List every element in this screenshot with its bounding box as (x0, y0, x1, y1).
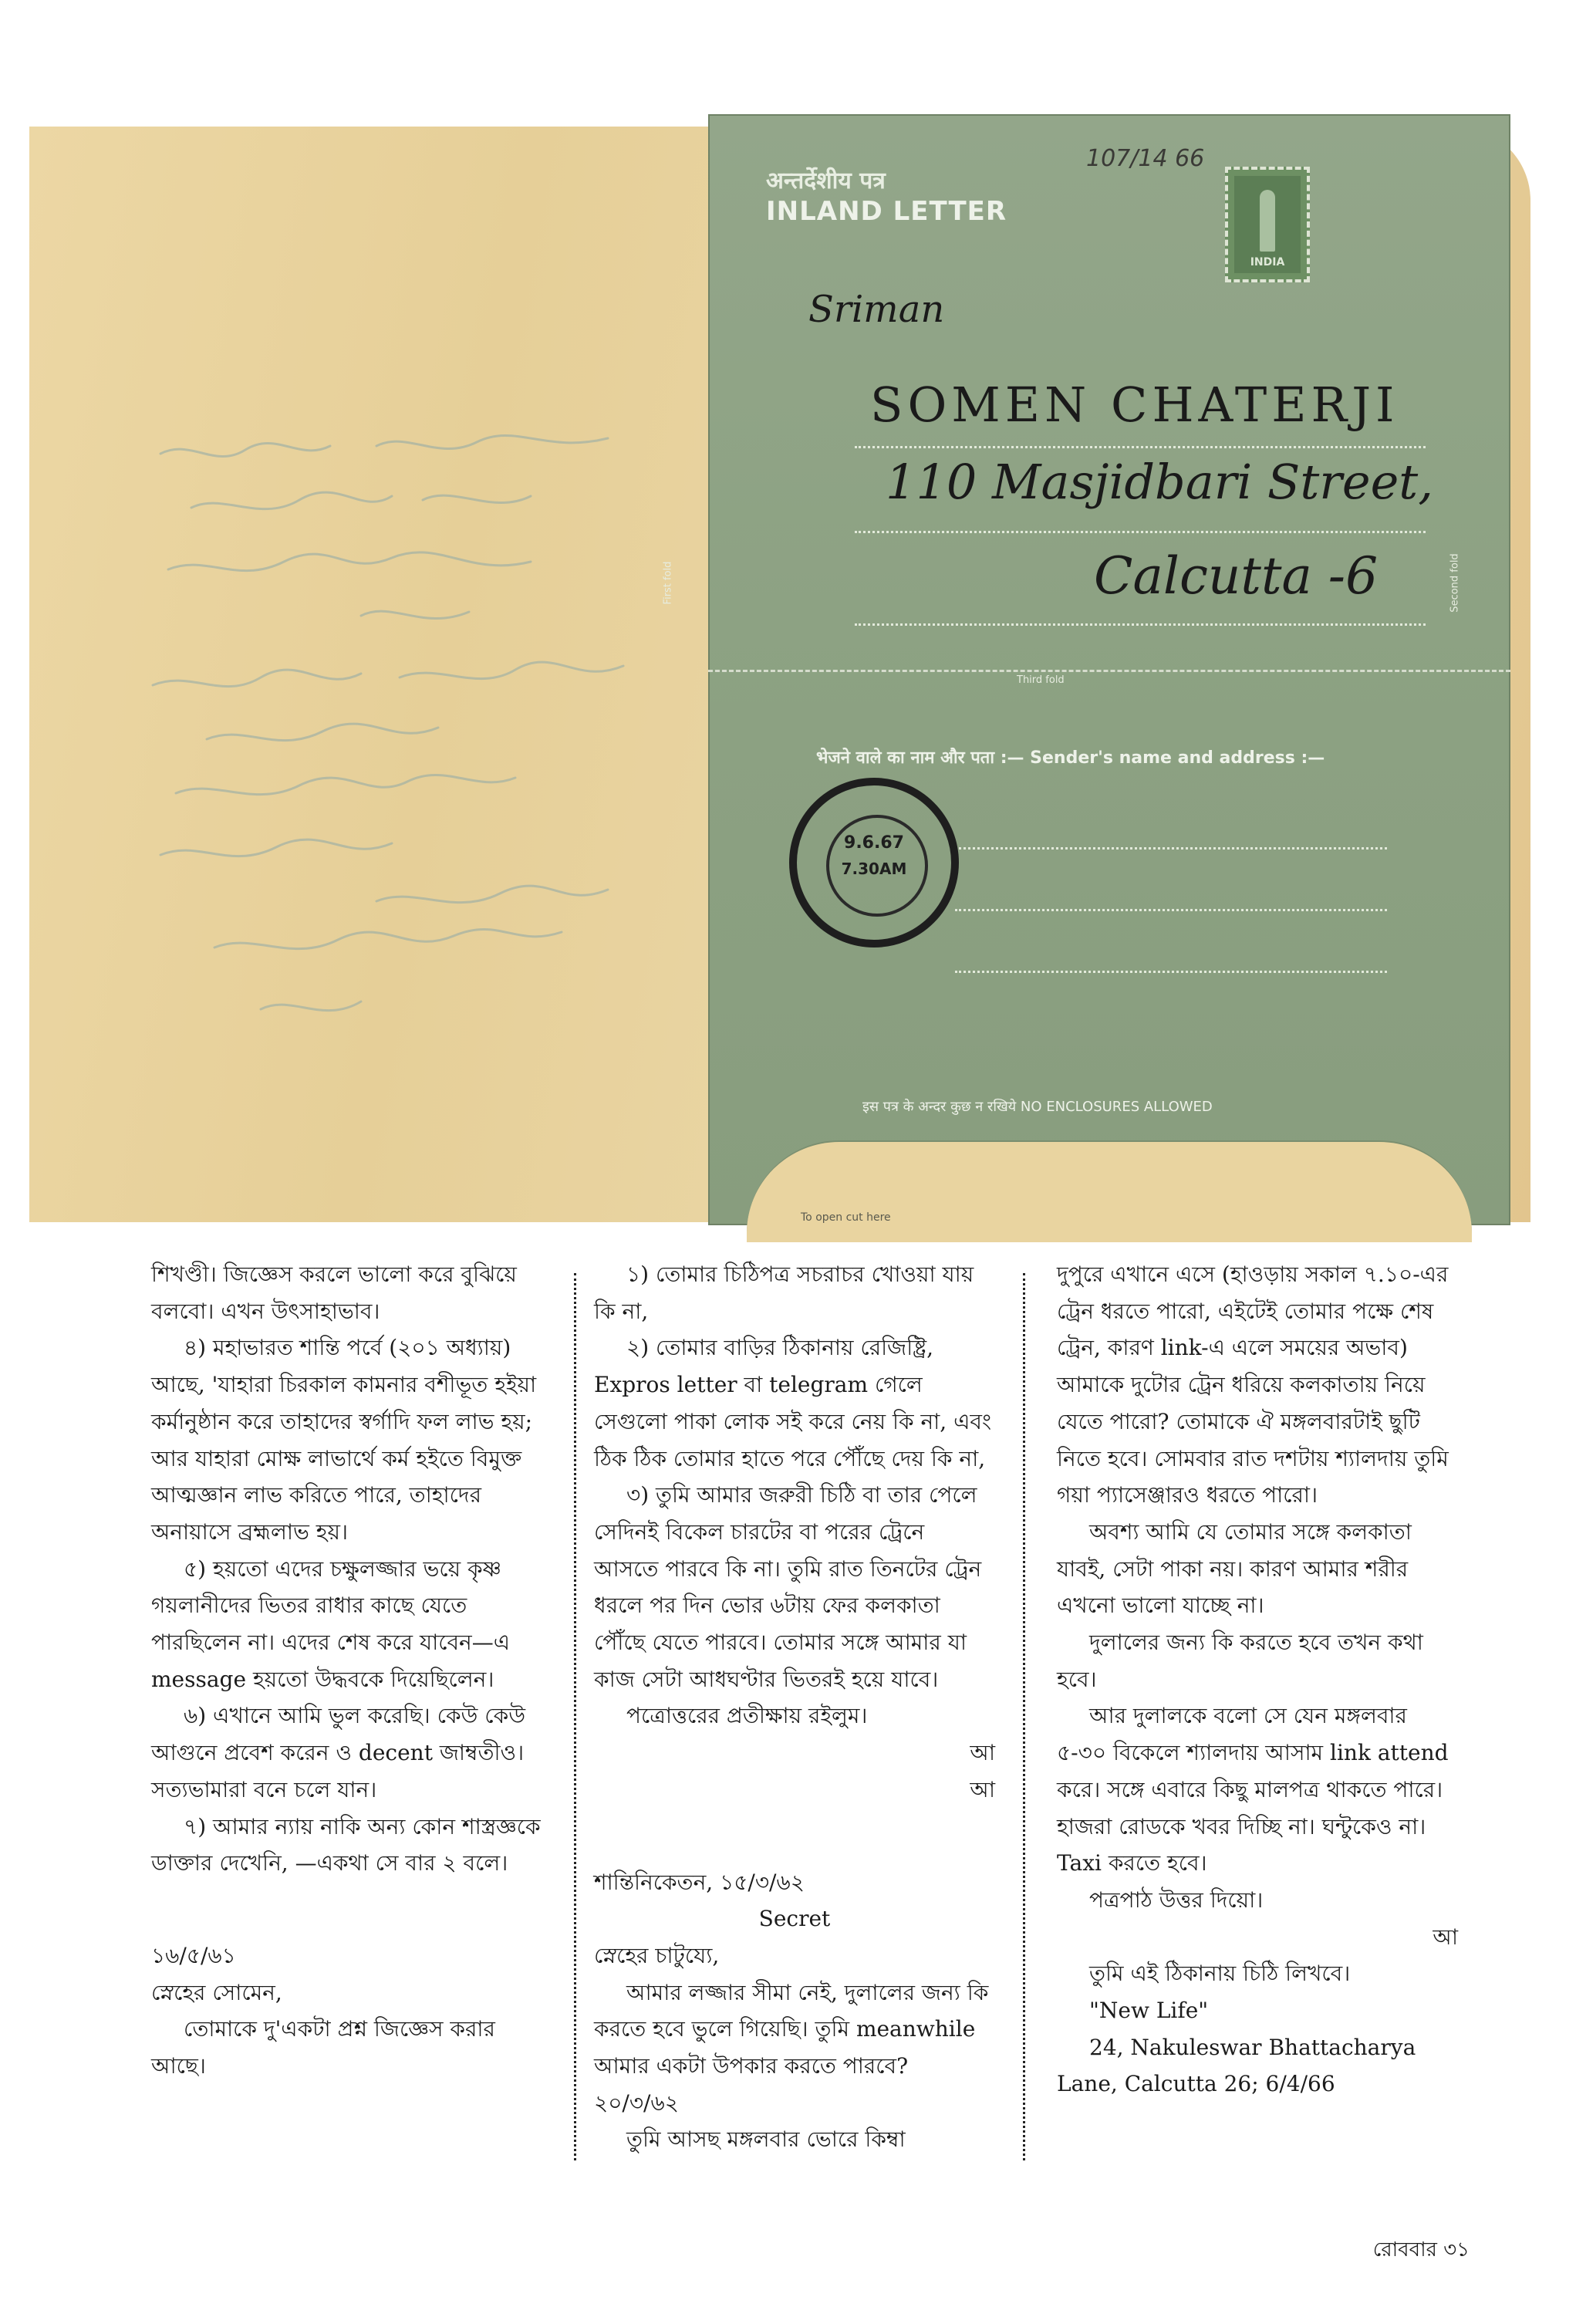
paragraph: ৭) আমার ন্যায় নাকি অন্য কোন শাস্ত্রজ্ঞকে ডাক্তার দেখেনি, —একথা সে বার ২ বলে। (151, 1813, 541, 1876)
inland-letter-hindi-header: अन्तर्देशीय पत्र (766, 167, 886, 194)
address-line: 24, Nakuleswar Bhattacharya Lane, Calcutta 26; 6/4/66 (1057, 2034, 1416, 2097)
paragraph: আমার লজ্জার সীমা নেই, দুলালের জন্য কি করতে হবে ভুলে গিয়েছি। তুমি meanwhile আমার একটা উপকার করতে পারবে? ২০/৩/৬২ (594, 1979, 989, 2116)
address-line: "New Life" (1089, 1998, 1209, 2024)
letter-flap (747, 1140, 1472, 1242)
address-name: SOMEN CHATERJI (870, 377, 1399, 433)
postmark-date: 9.6.67 (844, 833, 904, 853)
paragraph: অবশ্য আমি যে তোমার সঙ্গে কলকাতা যাবই, সেটা পাকা নয়। কারণ আমার শরীর এখনো ভালো যাচ্ছে না। (1057, 1518, 1412, 1619)
address-city: Calcutta -6 (1094, 546, 1379, 606)
letter-place-date: শান্তিনিকেতন, ১৫/৩/৬২ (594, 1869, 805, 1895)
stamp-image (1234, 176, 1301, 273)
paragraph: দুলালের জন্য কি করতে হবে তখন কথা হবে। (1057, 1630, 1423, 1692)
faded-handwriting (145, 423, 646, 1117)
postmark-time: 7.30AM (841, 860, 907, 878)
address-dotted-line (855, 446, 1426, 448)
secret-label: Secret (758, 1906, 831, 1932)
article-column-3 (1057, 1256, 1458, 2103)
sender-dotted-line (955, 909, 1387, 911)
column-divider (1023, 1273, 1025, 2160)
paragraph: পত্রোত্তরের প্রতীক্ষায় রইলুম। (626, 1703, 868, 1729)
paragraph: ৫) হয়তো এদের চক্ষুলজ্জার ভয়ে কৃষ্ণ গয়লানীদের ভিতর রাধার কাছে যেতে পারছিলেন না। এদের শেষ করে যাবেন—এ message হয়তো উদ্ধবকে দিয়েছিলেন। (151, 1556, 511, 1692)
address-street: 110 Masjidbari Street, (886, 454, 1433, 510)
paragraph: ৬) এখানে আমি ভুল করেছি। কেউ কেউ আগুনে প্রবেশ করেন ও decent জাম্বতীও। সত্যভামারা বনে চলে যান। (151, 1703, 525, 1802)
article-column-1 (151, 1256, 552, 2085)
paragraph: পত্রপাঠ উত্তর দিয়ো। (1089, 1887, 1264, 1913)
third-fold-label: Third fold (1017, 674, 1065, 686)
handwritten-salutation: Sriman (808, 288, 945, 331)
first-fold-label: First fold (662, 561, 674, 605)
sender-dotted-line (955, 971, 1387, 973)
inland-letter-header: INLAND LETTER (766, 196, 1007, 227)
ashoka-pillar-icon (1260, 190, 1275, 252)
stamp-country-label: INDIA (1250, 256, 1285, 269)
open-cut-notice: To open cut here (801, 1211, 891, 1224)
no-enclosures-notice: इस पत्र के अन्दर कुछ न रखिये NO ENCLOSURES ALLOWED (862, 1099, 1213, 1115)
paragraph: ৩) তুমি আমার জরুরী চিঠি বা তার পেলে সেদিনই বিকেল চারটের বা পরের ট্রেনে আসতে পারবে কি না। তুমি রাত তিনটের ট্রেন ধরলে পর দিন ভোর ৬টায় ফের কলকাতা পৌঁছে যেতে পারবে। তোমার সঙ্গে আমার যা কাজ সেটা আধঘণ্টার ভিতরই হয়ে যাবে। (594, 1482, 982, 1692)
letter-salutation: স্নেহের সোমেন, (151, 1979, 282, 2005)
signature-initial: আ (970, 1740, 995, 1766)
section-gap (594, 1809, 995, 1864)
sender-address-label: भेजने वाले का नाम और पता :— Sender's name and address :— (816, 748, 1325, 768)
signature-initial: আ (1433, 1924, 1458, 1950)
paragraph: ১) তোমার চিঠিপত্র সচরাচর খোওয়া যায় কি না, (594, 1262, 974, 1324)
third-fold-line (708, 670, 1510, 672)
letter-date: ১৬/৫/৬১ (151, 1942, 236, 1968)
address-dotted-line (855, 623, 1426, 626)
postage-stamp (1225, 167, 1310, 282)
postmark-stamp (789, 778, 959, 948)
signature-initial: আ (970, 1776, 995, 1802)
reference-number: 107/14 66 (1086, 145, 1205, 172)
paragraph: তোমাকে দু'একটা প্রশ্ন জিজ্ঞেস করার আছে। (151, 2016, 495, 2079)
paragraph: দুপুরে এখানে এসে (হাওড়ায় সকাল ৭.১০-এর ট্রেন ধরতে পারো, এইটেই তোমার পক্ষে শেষ ট্রেন, কারণ link-এ এলে সময়ের অভাব) আমাকে দুটোর ট্রেন ধরিয়ে কলকাতায় নিয়ে যেতে পারো? তোমাকে ঐ মঙ্গলবারটাই ছুটি নিতে হবে। সোমবার রাত দশটায় শ্যালদায় তুমি গয়া প্যাসেঞ্জারও ধরতে পারো। (1057, 1262, 1449, 1508)
paragraph: আর দুলালকে বলো সে যেন মঙ্গলবার ৫-৩০ বিকেলে শ্যালদায় আসাম link attend করে। সঙ্গে এবারে কিছু মালপত্র থাকতে পারে। হাজরা রোডকে খবর দিচ্ছি না। ঘন্টুকেও না। Taxi করতে হবে। (1057, 1703, 1449, 1876)
inland-letter-photo (29, 114, 1530, 1230)
paragraph: ৪) মহাভারত শান্তি পর্বে (২০১ অধ্যায়) আছে, 'যাহারা চিরকাল কামনার বশীভূত হইয়া কর্মানুষ্ঠান করে তাহাদের স্বর্গাদি ফল লাভ হয়; আর যাহারা মোক্ষ লাভার্থে কর্ম হইতে বিমুক্ত আত্মজ্ঞান লাভ করিতে পারে, তাহাদের অনায়াসে ব্রহ্মলাভ হয়। (151, 1335, 537, 1545)
paragraph: ২) তোমার বাড়ির ঠিকানায় রেজিষ্ট্রি, Expros letter বা telegram গেলে সেগুলো পাকা লোক সই করে নেয় কি না, এবং ঠিক ঠিক তোমার হাতে পরে পৌঁছে দেয় কি না, (594, 1335, 992, 1471)
column-divider (574, 1273, 576, 2160)
paragraph: তুমি আসছ মঙ্গলবার ভোরে কিম্বা (626, 2126, 906, 2153)
article-column-2 (594, 1256, 995, 2158)
page-footer: রোববার ৩১ (1372, 2238, 1470, 2262)
address-dotted-line (855, 531, 1426, 533)
letter-salutation: স্নেহের চাটুয্যে, (594, 1942, 720, 1968)
section-gap (151, 1882, 552, 1937)
paragraph: শিখণ্ডী। জিজ্ঞেস করলে ভালো করে বুঝিয়ে বলবো। এখন উৎসাহাভাব। (151, 1262, 517, 1324)
second-fold-label: Second fold (1449, 553, 1461, 613)
sender-dotted-line (955, 847, 1387, 850)
address-note: তুমি এই ঠিকানায় চিঠি লিখবে। (1089, 1961, 1351, 1987)
